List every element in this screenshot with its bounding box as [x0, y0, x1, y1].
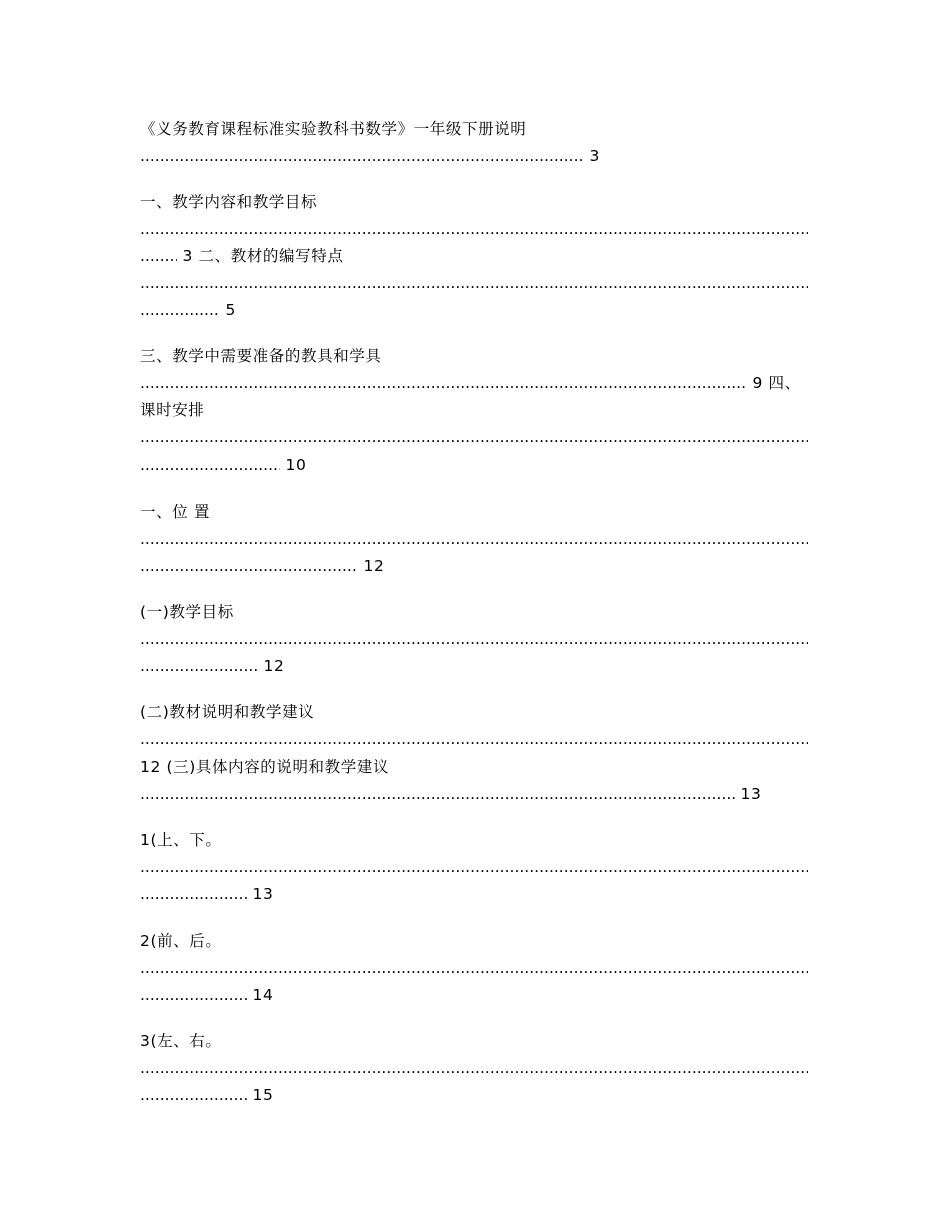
toc-leader-line: [140, 985, 273, 1005]
page-number: 9 四、: [752, 374, 801, 392]
leader-dots: [140, 1085, 247, 1105]
page-number: 13: [252, 885, 274, 903]
leader-dots: [140, 246, 177, 266]
toc-heading: 12 (三)具体内容的说明和教学建议: [140, 758, 390, 776]
toc-leader-line: [140, 246, 343, 266]
page-number: 14: [252, 986, 274, 1004]
leader-dots: [140, 529, 808, 549]
toc-heading: 3(左、右。: [140, 1032, 222, 1050]
leader-dots: [140, 146, 584, 166]
page-number: 3 二、教材的编写特点: [182, 247, 344, 265]
toc-leader-line: [140, 273, 808, 293]
toc-leader-line: [140, 629, 808, 649]
leader-dots: [140, 884, 247, 904]
toc-heading: 一、教学内容和教学目标: [140, 193, 318, 211]
toc-leader-line: [140, 958, 808, 978]
toc-heading: 一、位 置: [140, 503, 210, 521]
toc-leader-line: [140, 729, 808, 749]
leader-dots: [140, 427, 808, 447]
leader-dots: [140, 300, 220, 320]
toc-leader-line: [140, 529, 808, 549]
leader-dots: [140, 556, 358, 576]
leader-dots: [140, 729, 808, 749]
toc-heading: 2(前、后。: [140, 932, 222, 950]
toc-title: 《义务教育课程标准实验教科书数学》一年级下册说明: [140, 120, 527, 138]
toc-leader-line: [140, 455, 306, 475]
page-number: 10: [285, 456, 307, 474]
leader-dots: [140, 273, 808, 293]
toc-heading: 课时安排: [140, 401, 205, 419]
leader-dots: [140, 985, 247, 1005]
page-number: 12: [363, 557, 385, 575]
leader-dots: [140, 784, 735, 804]
leader-dots: [140, 219, 808, 239]
page-number: 5: [225, 301, 236, 319]
leader-dots: [140, 629, 808, 649]
leader-dots: [140, 857, 808, 877]
toc-heading: 1(上、下。: [140, 831, 222, 849]
page-number: 3: [589, 147, 600, 165]
toc-heading: (二)教材说明和教学建议: [140, 703, 315, 721]
toc-leader-line: [140, 884, 273, 904]
toc-leader-line: [140, 1058, 808, 1078]
leader-dots: [140, 958, 808, 978]
toc-leader-line: [140, 857, 808, 877]
toc-leader-line: [140, 656, 284, 676]
page-number: 15: [252, 1086, 274, 1104]
toc-leader-line: [140, 300, 236, 320]
leader-dots: [140, 656, 258, 676]
toc-leader-line: [140, 1085, 273, 1105]
page-number: 13: [740, 785, 762, 803]
toc-heading: 三、教学中需要准备的教具和学具: [140, 347, 382, 365]
leader-dots: [140, 455, 280, 475]
toc-leader-line: [140, 373, 801, 393]
leader-dots: [140, 1058, 808, 1078]
toc-leader-line: [140, 219, 808, 239]
toc-leader-line: [140, 784, 761, 804]
leader-dots: [140, 373, 747, 393]
toc-heading: (一)教学目标: [140, 603, 234, 621]
page-number: 12: [263, 657, 285, 675]
toc-leader-line: [140, 556, 384, 576]
toc-leader-line: [140, 146, 600, 166]
toc-leader-line: [140, 427, 808, 447]
